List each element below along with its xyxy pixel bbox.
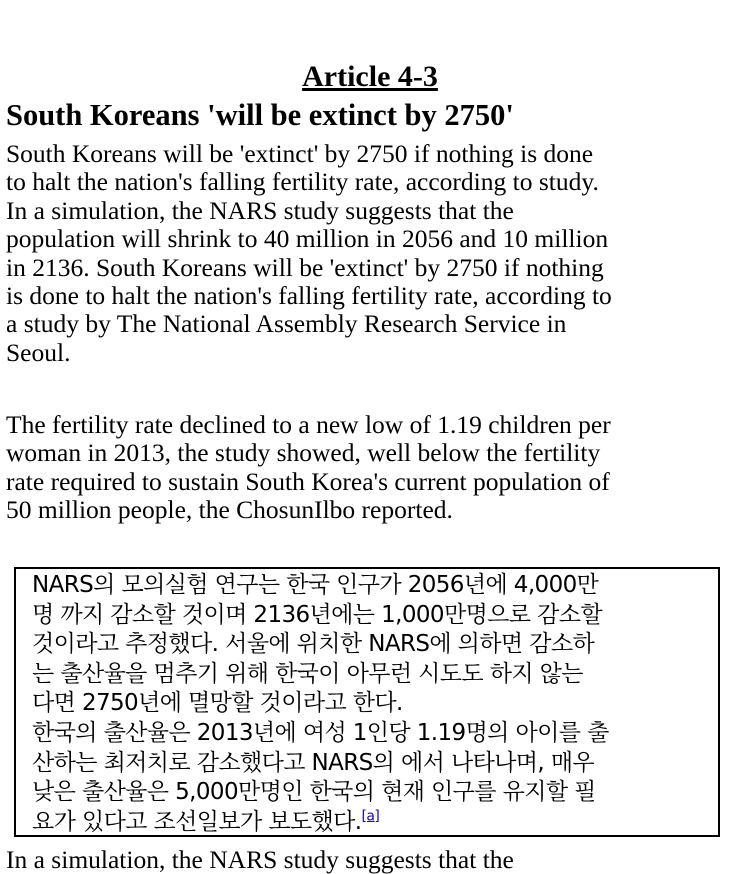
- korean-line: 는 출산율을 멈추기 위해 한국이 아무런 시도도 하지 않는: [32, 660, 583, 687]
- paragraph-line: The fertility rate declined to a new low of 1.19 children per: [6, 410, 611, 439]
- korean-line: 것이라고 추정했다. 서울에 위치한 NARS에 의하면 감소하: [32, 631, 595, 658]
- paragraph-line: a study by The National Assembly Research Service in: [6, 309, 567, 339]
- cutoff-text-line: In a simulation, the NARS study suggests that the: [6, 845, 514, 874]
- korean-line: 산하는 최저치로 감소했다고 NARS의 에서 나타나며, 매우: [32, 749, 595, 776]
- paragraph-english-1: [6, 140, 612, 367]
- paragraph-line: South Koreans will be 'extinct' by 2750 if nothing is done: [6, 139, 594, 168]
- article-number-heading: Article 4-3: [302, 60, 438, 93]
- korean-line-last: [32, 808, 718, 838]
- korean-line: 다면 2750년에 멸망할 것이라고 한다.: [32, 690, 403, 717]
- korean-translation-box: [14, 567, 720, 837]
- korean-line: 명 까지 감소할 것이며 2136년에는 1,000만명으로 감소할: [32, 601, 602, 628]
- paragraph-line: In a simulation, the NARS study suggests that the: [6, 195, 514, 225]
- korean-line: NARS의 모의실험 연구는 한국 인구가 2056년에 4,000만: [32, 572, 599, 598]
- korean-line-text: 요가 있다고 조선일보가 보도했다.: [32, 808, 362, 835]
- paragraph-line: woman in 2013, the study showed, well below the fertility: [6, 438, 601, 468]
- paragraph-english-2: [6, 411, 611, 525]
- paragraph-line: to halt the nation's falling fertility rate, according to study.: [6, 167, 599, 197]
- paragraph-line: is done to halt the nation's falling fertility rate, according to: [6, 281, 612, 311]
- article-headline: South Koreans 'will be extinct by 2750': [6, 98, 514, 132]
- paragraph-line: 50 million people, the ChosunIlbo reported.: [6, 495, 453, 525]
- footnote-link[interactable]: [a]: [361, 808, 380, 825]
- korean-line: 한국의 출산율은 2013년에 여성 1인당 1.19명의 아이를 출: [32, 719, 609, 746]
- paragraph-line: in 2136. South Koreans will be 'extinct' by 2750 if nothing: [6, 252, 604, 282]
- paragraph-line: rate required to sustain South Korea's current population of: [6, 466, 610, 496]
- paragraph-line: population will shrink to 40 million in 2056 and 10 million: [6, 224, 609, 254]
- korean-line: 낮은 출산율은 5,000만명인 한국의 현재 인구를 유지할 필: [32, 779, 596, 806]
- paragraph-line: Seoul.: [6, 337, 71, 367]
